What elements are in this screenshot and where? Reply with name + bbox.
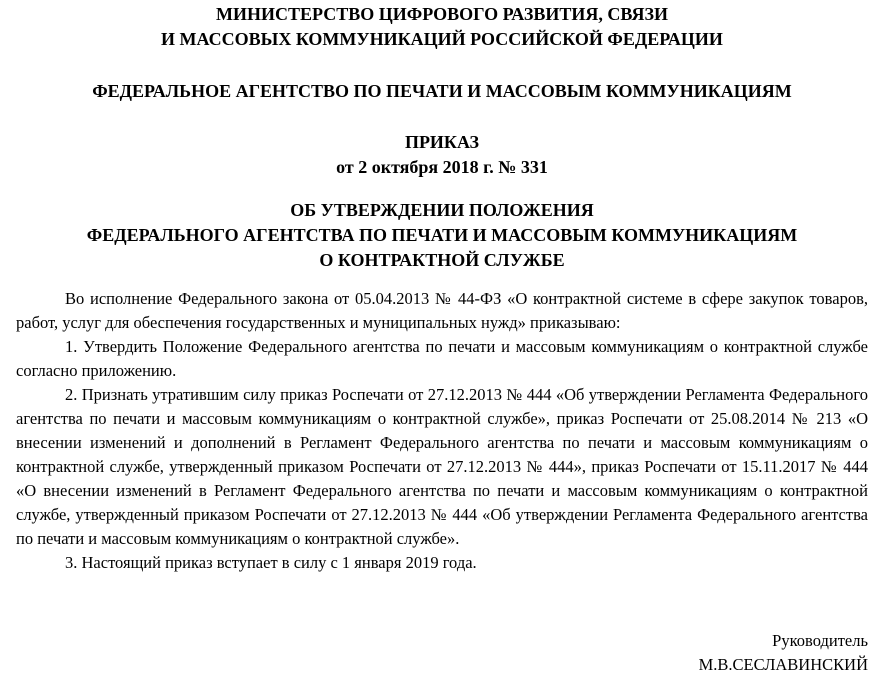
agency-heading xyxy=(16,79,868,104)
signature-block xyxy=(699,629,868,677)
order-heading xyxy=(16,130,868,180)
preamble-paragraph: Во исполнение Федерального закона от 05.04.2013 № 44-ФЗ «О контрактной системе в сфере закупок товаров, работ, услуг для обеспечения государственных и муниципальных нужд» приказываю: xyxy=(16,289,868,332)
signature-name: М.В.СЕСЛАВИНСКИЙ xyxy=(698,655,868,674)
ministry-line-1: МИНИСТЕРСТВО ЦИФРОВОГО РАЗВИТИЯ, СВЯЗИ xyxy=(216,4,668,24)
subject-line-3: О КОНТРАКТНОЙ СЛУЖБЕ xyxy=(319,250,565,270)
subject-line-1: ОБ УТВЕРЖДЕНИИ ПОЛОЖЕНИЯ xyxy=(290,200,594,220)
order-body xyxy=(16,287,868,575)
order-item-3: 3. Настоящий приказ вступает в силу с 1 января 2019 года. xyxy=(65,553,477,572)
subject-line-2: ФЕДЕРАЛЬНОГО АГЕНТСТВА ПО ПЕЧАТИ И МАССОВЫМ КОММУНИКАЦИЯМ xyxy=(86,225,798,245)
order-date: от 2 октября 2018 г. № 331 xyxy=(336,157,548,177)
subject-heading xyxy=(16,198,868,273)
signature-title: Руководитель xyxy=(772,631,868,650)
ministry-line-2: И МАССОВЫХ КОММУНИКАЦИЙ РОССИЙСКОЙ ФЕДЕРАЦИИ xyxy=(161,29,723,49)
order-item-2: 2. Признать утратившим силу приказ Роспечати от 27.12.2013 № 444 «Об утверждении Регламента Федерального агентства по печати и массовым коммуникациям о контрактной службе», приказ Роспечати от 25.08.2014 № 213 «О внесении изменений и дополнений в Регламент Федерального агентства по печати и массовым коммуникациям о контрактной службе, утвержденный приказом Роспечати от 27.12.2013 № 444», приказ Роспечати от 15.11.2017 № 444 «О внесении изменений в Регламент Федерального агентства по печати и массовым коммуникациям о контрактной службе, утвержденный приказом Роспечати от 27.12.2013 № 444 «Об утверждении Регламента Федерального агентства по печати и массовым коммуникациям о контрактной службе». xyxy=(16,385,868,548)
order-title: ПРИКАЗ xyxy=(404,132,480,152)
order-item-1: 1. Утвердить Положение Федерального агентства по печати и массовым коммуникациям о контрактной службе согласно приложению. xyxy=(16,337,868,380)
ministry-heading xyxy=(16,0,868,52)
agency-name: ФЕДЕРАЛЬНОЕ АГЕНТСТВО ПО ПЕЧАТИ И МАССОВЫМ КОММУНИКАЦИЯМ xyxy=(92,81,792,101)
